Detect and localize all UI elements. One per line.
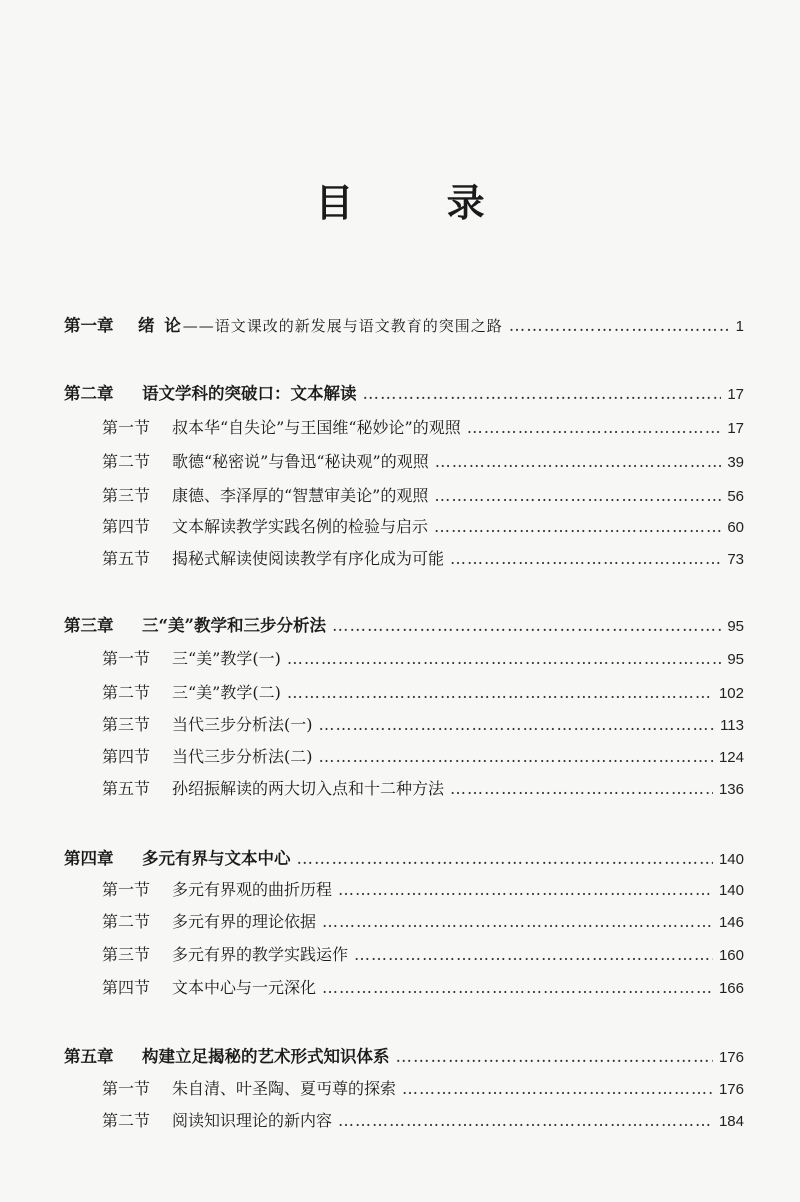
section-title: 康德、李泽厚的“智慧审美论”的观照 bbox=[172, 486, 429, 505]
section-label: 第四节 bbox=[102, 747, 151, 766]
toc-section[interactable] bbox=[102, 1108, 744, 1131]
toc-section[interactable] bbox=[102, 744, 744, 767]
section-title: 当代三步分析法(一) bbox=[172, 715, 313, 734]
toc-section[interactable] bbox=[102, 942, 744, 965]
section-title: 文本解读教学实践名例的检验与启示 bbox=[172, 517, 429, 536]
toc-section[interactable] bbox=[102, 975, 744, 998]
toc-chapter-2[interactable] bbox=[64, 380, 744, 404]
leader-dots bbox=[467, 418, 722, 437]
toc-section[interactable] bbox=[102, 877, 744, 900]
toc-section[interactable] bbox=[102, 546, 744, 569]
section-title: 多元有界的教学实践运作 bbox=[172, 945, 349, 964]
page-number: 56 bbox=[727, 488, 744, 505]
page-number: 1 bbox=[735, 318, 744, 335]
page-number: 166 bbox=[718, 980, 744, 997]
leader-dots bbox=[402, 1079, 713, 1098]
section-title: 朱自清、叶圣陶、夏丏尊的探索 bbox=[172, 1079, 397, 1098]
page-title: 目 录 bbox=[315, 180, 525, 225]
page-number: 176 bbox=[718, 1049, 744, 1066]
page-number: 160 bbox=[718, 947, 744, 964]
toc-chapter-5[interactable] bbox=[64, 1043, 744, 1067]
page-number: 184 bbox=[718, 1113, 744, 1130]
page-number: 146 bbox=[718, 914, 744, 931]
page-number: 60 bbox=[727, 519, 744, 536]
toc-section[interactable] bbox=[102, 909, 744, 932]
page-number: 140 bbox=[718, 851, 744, 868]
page-number: 140 bbox=[718, 882, 744, 899]
chapter-title: 三“美”教学和三步分析法 bbox=[142, 616, 326, 635]
section-title: 歌德“秘密说”与鲁迅“秘诀观”的观照 bbox=[172, 452, 429, 471]
page-number: 17 bbox=[727, 420, 744, 437]
page-number: 136 bbox=[718, 781, 744, 798]
section-label: 第二节 bbox=[102, 452, 151, 471]
leader-dots bbox=[332, 616, 721, 635]
section-title: 当代三步分析法(二) bbox=[172, 747, 313, 766]
chapter-title-main: 绪 论 bbox=[138, 316, 183, 335]
page-number: 95 bbox=[727, 618, 744, 635]
leader-dots bbox=[363, 384, 722, 403]
page-number: 124 bbox=[718, 749, 744, 766]
leader-dots bbox=[338, 1111, 713, 1130]
chapter-label: 第四章 bbox=[64, 849, 114, 868]
section-label: 第一节 bbox=[102, 649, 151, 668]
leader-dots bbox=[322, 978, 713, 997]
section-title: 孙绍振解读的两大切入点和十二种方法 bbox=[172, 779, 445, 798]
section-label: 第三节 bbox=[102, 486, 151, 505]
leader-dots bbox=[434, 486, 721, 505]
section-label: 第三节 bbox=[102, 945, 151, 964]
leader-dots bbox=[287, 649, 721, 668]
leader-dots bbox=[322, 912, 713, 931]
chapter-title: 多元有界与文本中心 bbox=[142, 849, 291, 868]
page-number: 176 bbox=[718, 1081, 744, 1098]
section-label: 第二节 bbox=[102, 912, 151, 931]
leader-dots bbox=[319, 747, 713, 766]
section-label: 第五节 bbox=[102, 779, 151, 798]
page-number: 17 bbox=[727, 386, 744, 403]
leader-dots bbox=[509, 316, 730, 335]
section-title: 文本中心与一元深化 bbox=[172, 978, 317, 997]
chapter-label: 第二章 bbox=[64, 384, 114, 403]
toc-chapter-3[interactable] bbox=[64, 612, 744, 636]
toc-section[interactable] bbox=[102, 776, 744, 799]
chapter-title: 构建立足揭秘的艺术形式知识体系 bbox=[142, 1047, 390, 1066]
toc-section[interactable] bbox=[102, 680, 744, 703]
leader-dots bbox=[450, 779, 713, 798]
toc-section[interactable] bbox=[102, 1076, 744, 1099]
leader-dots bbox=[354, 945, 713, 964]
section-label: 第一节 bbox=[102, 418, 151, 437]
toc-section[interactable] bbox=[102, 449, 744, 472]
section-title: 三“美”教学(二) bbox=[172, 683, 281, 702]
leader-dots bbox=[287, 683, 713, 702]
leader-dots bbox=[396, 1047, 713, 1066]
section-title: 多元有界观的曲折历程 bbox=[172, 880, 333, 899]
toc-section[interactable] bbox=[102, 415, 744, 438]
leader-dots bbox=[434, 517, 721, 536]
section-title: 阅读知识理论的新内容 bbox=[172, 1111, 333, 1130]
page-number: 39 bbox=[727, 454, 744, 471]
leader-dots bbox=[435, 452, 722, 471]
section-title: 三“美”教学(一) bbox=[172, 649, 281, 668]
toc-section[interactable] bbox=[102, 646, 744, 669]
page-number: 73 bbox=[727, 551, 744, 568]
leader-dots bbox=[338, 880, 713, 899]
chapter-label: 第三章 bbox=[64, 616, 114, 635]
section-label: 第二节 bbox=[102, 1111, 151, 1130]
section-label: 第三节 bbox=[102, 715, 151, 734]
toc-section[interactable] bbox=[102, 514, 744, 537]
page-number: 95 bbox=[727, 651, 744, 668]
section-label: 第一节 bbox=[102, 880, 151, 899]
toc-chapter-4[interactable] bbox=[64, 845, 744, 869]
page-number: 102 bbox=[718, 685, 744, 702]
leader-dots bbox=[450, 549, 721, 568]
section-label: 第五节 bbox=[102, 549, 151, 568]
toc-chapter-1[interactable] bbox=[64, 312, 744, 336]
chapter-title: 语文学科的突破口：文本解读 bbox=[142, 384, 357, 403]
section-label: 第四节 bbox=[102, 978, 151, 997]
leader-dots bbox=[297, 849, 713, 868]
chapter-label: 第五章 bbox=[64, 1047, 114, 1066]
section-title: 揭秘式解读使阅读教学有序化成为可能 bbox=[172, 549, 445, 568]
chapter-subtitle: ——语文课改的新发展与语文教育的突围之路 bbox=[182, 317, 503, 335]
toc-section[interactable] bbox=[102, 483, 744, 506]
section-title: 叔本华“自失论”与王国维“秘妙论”的观照 bbox=[172, 418, 461, 437]
toc-section[interactable] bbox=[102, 712, 744, 735]
chapter-title bbox=[138, 312, 503, 336]
page-number: 113 bbox=[720, 717, 744, 734]
leader-dots bbox=[319, 715, 715, 734]
chapter-label: 第一章 bbox=[64, 316, 114, 335]
section-label: 第二节 bbox=[102, 683, 151, 702]
section-label: 第四节 bbox=[102, 517, 151, 536]
section-label: 第一节 bbox=[102, 1079, 151, 1098]
section-title: 多元有界的理论依据 bbox=[172, 912, 317, 931]
